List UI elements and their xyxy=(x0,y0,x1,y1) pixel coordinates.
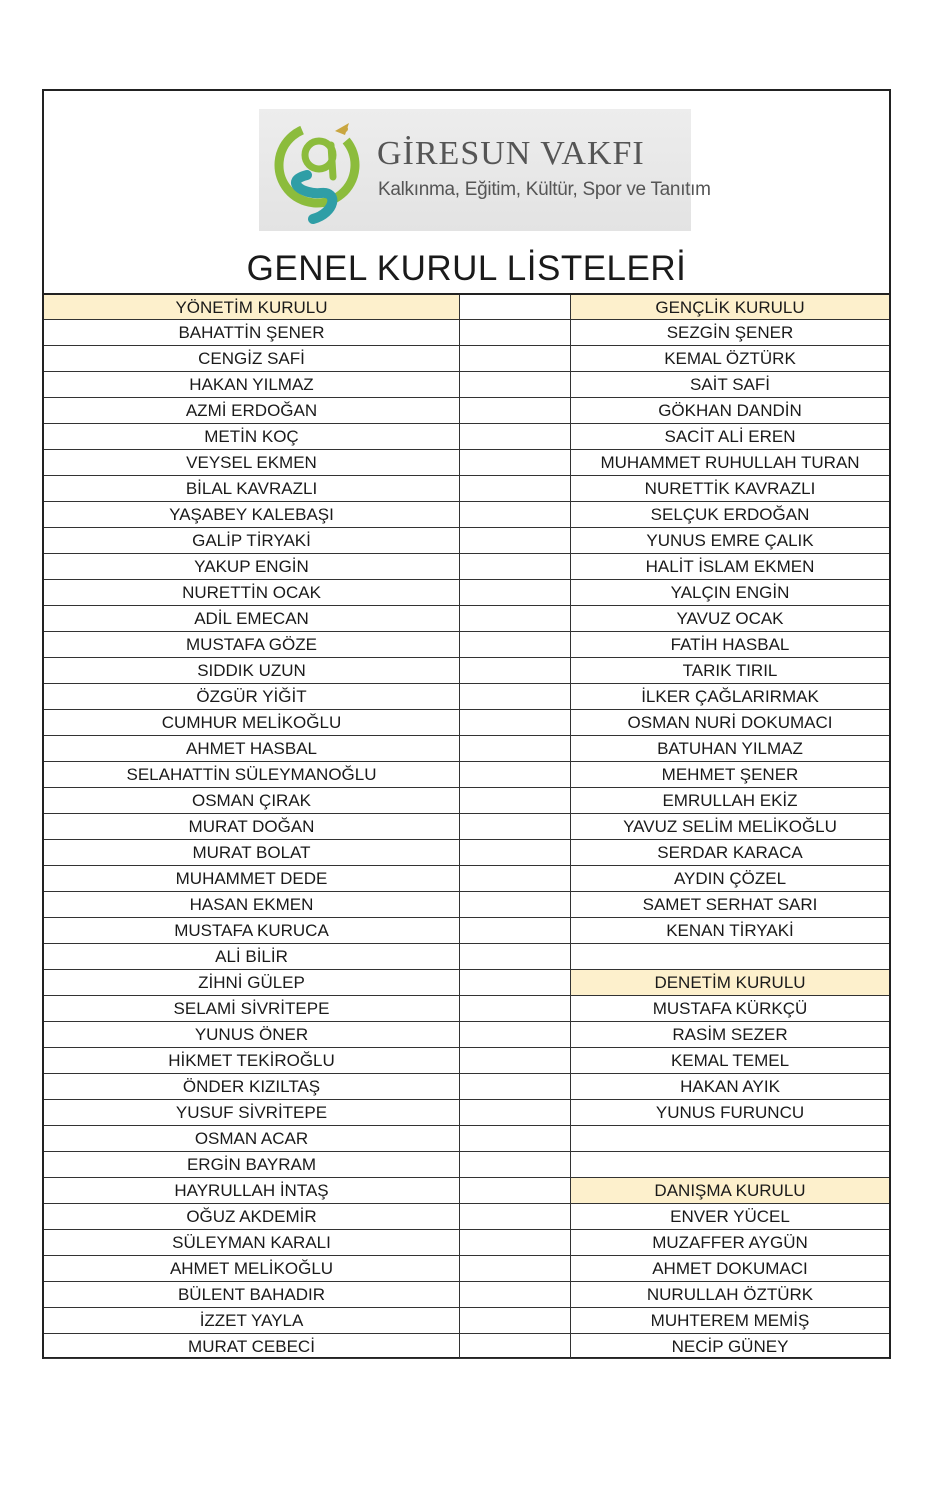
member-name-left: MURAT CEBECİ xyxy=(44,1334,460,1358)
member-name-left: İZZET YAYLA xyxy=(44,1308,460,1333)
table-row xyxy=(44,631,889,657)
member-name-right: FATİH HASBAL xyxy=(670,635,790,654)
member-name-left: BÜLENT BAHADIR xyxy=(44,1282,460,1307)
member-name-right: HALİT İSLAM EKMEN xyxy=(645,557,815,576)
table-row xyxy=(44,683,889,709)
empty-column-cell xyxy=(460,1256,571,1281)
member-name-right: SACİT ALİ EREN xyxy=(664,427,796,446)
member-name-left: MUSTAFA KURUCA xyxy=(44,918,460,943)
table-row xyxy=(44,787,889,813)
table-row xyxy=(44,813,889,839)
empty-column-cell xyxy=(460,424,571,449)
empty-column-cell xyxy=(460,892,571,917)
table-row xyxy=(44,839,889,865)
member-name-left: AZMİ ERDOĞAN xyxy=(44,398,460,423)
empty-column-cell xyxy=(460,1334,571,1358)
empty-column-cell xyxy=(460,658,571,683)
member-name-left: YUNUS ÖNER xyxy=(44,1022,460,1047)
table-row xyxy=(44,865,889,891)
member-name-left: GALİP TİRYAKİ xyxy=(44,528,460,553)
member-name-right: KENAN TİRYAKİ xyxy=(666,921,794,940)
member-name-left: HAYRULLAH İNTAŞ xyxy=(44,1178,460,1203)
member-name-left: BİLAL KAVRAZLI xyxy=(44,476,460,501)
member-name-right: KEMAL ÖZTÜRK xyxy=(664,349,796,368)
empty-column-cell xyxy=(460,814,571,839)
member-name-right: YAVUZ SELİM MELİKOĞLU xyxy=(623,817,837,836)
giresun-vakfi-logo xyxy=(259,109,711,231)
member-name-right: KEMAL TEMEL xyxy=(670,1051,790,1070)
table-row xyxy=(44,1151,889,1177)
empty-column-cell xyxy=(460,840,571,865)
empty-column-cell xyxy=(460,918,571,943)
table-row xyxy=(44,319,889,345)
member-name-right: MEHMET ŞENER xyxy=(661,765,799,784)
empty-column-cell xyxy=(460,580,571,605)
table-row xyxy=(44,1125,889,1151)
member-name-left: BAHATTİN ŞENER xyxy=(44,320,460,345)
table-row xyxy=(44,449,889,475)
member-name-left: ADİL EMECAN xyxy=(44,606,460,631)
member-name-left: ÖZGÜR YİĞİT xyxy=(44,684,460,709)
member-name-right: EMRULLAH EKİZ xyxy=(662,791,798,810)
empty-column-cell xyxy=(460,295,571,319)
section-header-right: DENETİM KURULU xyxy=(571,970,889,995)
empty-column-cell xyxy=(460,866,571,891)
empty-column-cell xyxy=(460,1074,571,1099)
empty-column-cell xyxy=(460,996,571,1021)
table-row xyxy=(44,969,889,995)
logo-name: GİRESUN VAKFI xyxy=(377,135,645,172)
empty-column-cell xyxy=(460,502,571,527)
table-row xyxy=(44,605,889,631)
table-row xyxy=(44,735,889,761)
page-title: GENEL KURUL LİSTELERİ xyxy=(246,249,687,288)
table-row xyxy=(44,1203,889,1229)
member-name-left: MUSTAFA GÖZE xyxy=(44,632,460,657)
member-name-left: MURAT BOLAT xyxy=(44,840,460,865)
table-row xyxy=(44,1177,889,1203)
empty-column-cell xyxy=(460,710,571,735)
foundation-g-emblem-icon xyxy=(273,115,365,225)
table-row xyxy=(44,1229,889,1255)
table-row xyxy=(44,527,889,553)
member-name-left: AHMET MELİKOĞLU xyxy=(44,1256,460,1281)
empty-column-cell xyxy=(460,944,571,969)
member-name-left: YUSUF SİVRİTEPE xyxy=(44,1100,460,1125)
member-name-right: OSMAN NURİ DOKUMACI xyxy=(627,713,833,732)
empty-column-cell xyxy=(460,632,571,657)
member-name-right: MUHAMMET RUHULLAH TURAN xyxy=(600,453,860,472)
member-name-right: NURULLAH ÖZTÜRK xyxy=(646,1285,814,1304)
table-row xyxy=(44,423,889,449)
member-name-right: YUNUS FURUNCU xyxy=(655,1103,805,1122)
member-name-left: VEYSEL EKMEN xyxy=(44,450,460,475)
member-name-right: ENVER YÜCEL xyxy=(670,1207,790,1226)
table-row xyxy=(44,1073,889,1099)
table-row xyxy=(44,1281,889,1307)
table-row xyxy=(44,657,889,683)
table-row xyxy=(44,1255,889,1281)
empty-column-cell xyxy=(460,320,571,345)
member-name-right: SAMET SERHAT SARI xyxy=(642,895,818,914)
member-name-right: AYDIN ÇÖZEL xyxy=(673,869,787,888)
empty-column-cell xyxy=(460,684,571,709)
table-row xyxy=(44,293,889,319)
member-name-right: YAVUZ OCAK xyxy=(676,609,784,628)
member-name-right: İLKER ÇAĞLARIRMAK xyxy=(641,687,819,706)
empty-column-cell xyxy=(460,450,571,475)
member-name-right xyxy=(571,1152,889,1177)
member-name-left: MUHAMMET DEDE xyxy=(44,866,460,891)
member-name-left: SELAHATTİN SÜLEYMANOĞLU xyxy=(44,762,460,787)
member-name-left: ALİ BİLİR xyxy=(44,944,460,969)
member-name-left: MURAT DOĞAN xyxy=(44,814,460,839)
empty-column-cell xyxy=(460,554,571,579)
empty-column-cell xyxy=(460,762,571,787)
table-row xyxy=(44,1307,889,1333)
table-row xyxy=(44,1099,889,1125)
empty-column-cell xyxy=(460,398,571,423)
table-row xyxy=(44,1333,889,1359)
member-name-left: HİKMET TEKİROĞLU xyxy=(44,1048,460,1073)
empty-column-cell xyxy=(460,476,571,501)
empty-column-cell xyxy=(460,372,571,397)
table-row xyxy=(44,995,889,1021)
member-name-right: YALÇIN ENGİN xyxy=(670,583,790,602)
table-row xyxy=(44,891,889,917)
member-name-left: ZİHNİ GÜLEP xyxy=(44,970,460,995)
table-row xyxy=(44,1047,889,1073)
member-name-right: BATUHAN YILMAZ xyxy=(657,739,803,758)
section-header-right: DANIŞMA KURULU xyxy=(571,1178,889,1203)
member-name-left: ÖNDER KIZILTAŞ xyxy=(44,1074,460,1099)
empty-column-cell xyxy=(460,1178,571,1203)
empty-column-cell xyxy=(460,1308,571,1333)
empty-column-cell xyxy=(460,1204,571,1229)
member-name-left: NURETTİN OCAK xyxy=(44,580,460,605)
member-name-left: YAKUP ENGİN xyxy=(44,554,460,579)
empty-column-cell xyxy=(460,1282,571,1307)
member-name-right: MUZAFFER AYGÜN xyxy=(652,1233,808,1252)
empty-column-cell xyxy=(460,528,571,553)
table-row xyxy=(44,709,889,735)
member-name-right: AHMET DOKUMACI xyxy=(652,1259,808,1278)
section-header-right: GENÇLİK KURULU xyxy=(571,295,889,319)
table-row xyxy=(44,943,889,969)
member-name-right: RASİM SEZER xyxy=(672,1025,788,1044)
member-name-right: NECİP GÜNEY xyxy=(671,1337,789,1356)
section-header-left: YÖNETİM KURULU xyxy=(44,295,460,319)
empty-column-cell xyxy=(460,1100,571,1125)
member-name-right: GÖKHAN DANDİN xyxy=(658,401,802,420)
table-row xyxy=(44,371,889,397)
table-row xyxy=(44,917,889,943)
empty-column-cell xyxy=(460,788,571,813)
member-name-left: SELAMİ SİVRİTEPE xyxy=(44,996,460,1021)
member-list-table xyxy=(44,293,889,1359)
member-name-right: TARIK TIRIL xyxy=(682,661,778,680)
empty-column-cell xyxy=(460,1126,571,1151)
table-row xyxy=(44,553,889,579)
table-row xyxy=(44,1021,889,1047)
member-name-left: CENGİZ SAFİ xyxy=(44,346,460,371)
document-sheet xyxy=(42,89,891,1359)
member-name-right: MUSTAFA KÜRKÇÜ xyxy=(652,999,808,1018)
empty-column-cell xyxy=(460,1230,571,1255)
member-name-right: SERDAR KARACA xyxy=(657,843,803,862)
member-name-right: MUHTEREM MEMİŞ xyxy=(650,1311,810,1330)
member-name-left: HASAN EKMEN xyxy=(44,892,460,917)
empty-column-cell xyxy=(460,606,571,631)
member-name-left: METİN KOÇ xyxy=(44,424,460,449)
member-name-right: SAİT SAFİ xyxy=(690,375,770,394)
member-name-left: HAKAN YILMAZ xyxy=(44,372,460,397)
table-row xyxy=(44,501,889,527)
empty-column-cell xyxy=(460,346,571,371)
table-row xyxy=(44,579,889,605)
empty-column-cell xyxy=(460,1022,571,1047)
member-name-right xyxy=(571,944,889,969)
member-name-right: YUNUS EMRE ÇALIK xyxy=(646,531,814,550)
member-name-left: SIDDIK UZUN xyxy=(44,658,460,683)
member-name-left: OSMAN ACAR xyxy=(44,1126,460,1151)
member-name-left: OĞUZ AKDEMİR xyxy=(44,1204,460,1229)
member-name-right: NURETTİK KAVRAZLI xyxy=(644,479,816,498)
member-name-left: AHMET HASBAL xyxy=(44,736,460,761)
empty-column-cell xyxy=(460,1048,571,1073)
table-row xyxy=(44,761,889,787)
empty-column-cell xyxy=(460,1152,571,1177)
member-name-left: YAŞABEY KALEBAŞI xyxy=(44,502,460,527)
table-row xyxy=(44,397,889,423)
member-name-left: SÜLEYMAN KARALI xyxy=(44,1230,460,1255)
logo-tagline: Kalkınma, Eğitim, Kültür, Spor ve Tanıtım xyxy=(378,179,711,200)
member-name-right: HAKAN AYIK xyxy=(680,1077,780,1096)
member-name-left: CUMHUR MELİKOĞLU xyxy=(44,710,460,735)
member-name-right: SEZGİN ŞENER xyxy=(666,323,794,342)
member-name-right: SELÇUK ERDOĞAN xyxy=(650,505,810,524)
empty-column-cell xyxy=(460,970,571,995)
member-name-left: ERGİN BAYRAM xyxy=(44,1152,460,1177)
member-name-right xyxy=(571,1126,889,1151)
table-row xyxy=(44,475,889,501)
member-name-left: OSMAN ÇIRAK xyxy=(44,788,460,813)
empty-column-cell xyxy=(460,736,571,761)
table-row xyxy=(44,345,889,371)
